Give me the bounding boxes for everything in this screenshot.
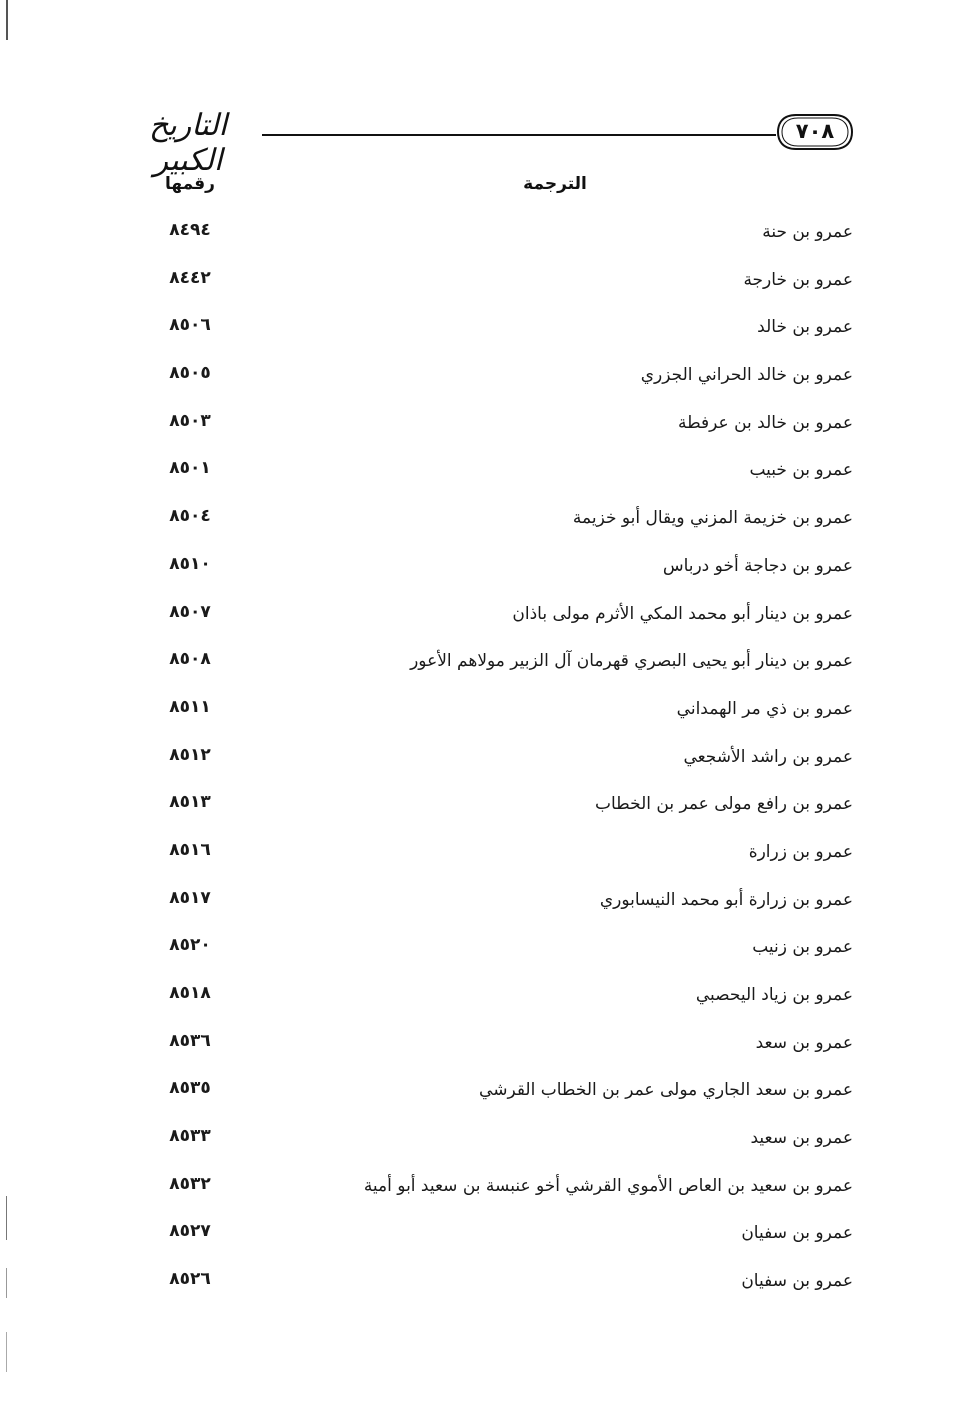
entry-name: عمرو بن سعد الجاري مولى عمر بن الخطاب القرشي (479, 1080, 853, 1101)
entry-name: عمرو بن ذي مر الهمداني (676, 698, 853, 719)
index-entry (0, 1257, 977, 1305)
entry-name: عمرو بن سفيان (741, 1271, 853, 1292)
index-entry (0, 1114, 977, 1162)
entry-name: عمرو بن سعيد (750, 1128, 853, 1149)
index-entry (0, 923, 977, 971)
entry-name: عمرو بن دجاجة أخو درباس (662, 555, 853, 576)
entry-name: عمرو بن سعيد بن العاص الأموي القرشي أخو عنبسة بن سعيد أبو أمية (363, 1175, 853, 1196)
page-number-ornament (776, 112, 854, 152)
index-entry (0, 399, 977, 447)
page-header (0, 98, 977, 178)
entry-name: عمرو بن خالد بن عرفطة (677, 412, 853, 433)
entry-number: ٨٤٤٢ (169, 267, 211, 288)
entry-number: ٨٥٠٥ (169, 363, 211, 384)
entry-name: عمرو بن راشد الأشجعي (683, 746, 853, 767)
index-entry (0, 590, 977, 638)
column-heading-name: الترجمة (523, 174, 587, 194)
entry-number: ٨٥٢٠ (169, 935, 211, 956)
index-entry (0, 876, 977, 924)
entry-name: عمرو بن خالد (757, 317, 853, 338)
entry-name: عمرو بن زرارة (748, 841, 853, 862)
entry-name: عمرو بن سفيان (741, 1223, 853, 1244)
entry-number: ٨٥٢٦ (169, 1269, 211, 1290)
index-entry (0, 494, 977, 542)
index-list (0, 208, 977, 1305)
index-entry (0, 828, 977, 876)
index-entry (0, 542, 977, 590)
entry-number: ٨٥١٦ (169, 839, 211, 860)
entry-number: ٨٥١٠ (169, 553, 211, 574)
entry-number: ٨٥١١ (169, 696, 211, 717)
entry-name: عمرو بن خزيمة المزني ويقال أبو خزيمة (572, 508, 853, 529)
entry-name: عمرو بن زياد اليحصبي (695, 985, 853, 1005)
entry-number: ٨٥٣٢ (169, 1173, 211, 1194)
page-number: ٧٠٨ (795, 119, 835, 143)
entry-name: عمرو بن رافع مولى عمر بن الخطاب (594, 794, 853, 815)
index-entry (0, 1209, 977, 1257)
entry-number: ٨٥١٧ (169, 887, 211, 908)
index-entry (0, 685, 977, 733)
index-entry (0, 1066, 977, 1114)
entry-name: عمرو بن خبيب (749, 460, 853, 481)
entry-name: عمرو بن خارجة (743, 269, 853, 290)
index-entry (0, 1019, 977, 1067)
entry-name: عمرو بن زرارة أبو محمد النيسابوري (599, 889, 853, 910)
header-rule (262, 134, 776, 136)
entry-number: ٨٥٣٥ (169, 1078, 211, 1099)
entry-number: ٨٥٠٤ (169, 506, 211, 527)
entry-number: ٨٥٣٣ (169, 1126, 211, 1147)
entry-number: ٨٥٢٧ (169, 1221, 211, 1242)
index-entry (0, 256, 977, 304)
entry-name: عمرو بن حنة (762, 222, 853, 242)
entry-number: ٨٥١٨ (169, 983, 211, 1003)
index-entry (0, 780, 977, 828)
entry-number: ٨٥٠٨ (169, 649, 211, 670)
column-heading-number: رقمها (165, 174, 215, 194)
entry-number: ٨٥٠١ (169, 458, 211, 479)
scan-edge-mark (6, 0, 8, 40)
entry-name: عمرو بن سعد (755, 1032, 853, 1053)
index-entry (0, 1162, 977, 1210)
entry-name: عمرو بن دينار أبو محمد المكي الأثرم مولى باذان (512, 603, 853, 624)
index-entry (0, 303, 977, 351)
entry-number: ٨٥٣٦ (169, 1030, 211, 1051)
index-entry (0, 637, 977, 685)
entry-name: عمرو بن دينار أبو يحيى البصري قهرمان آل الزبير مولاهم الأعور (410, 651, 853, 672)
index-entry (0, 971, 977, 1019)
entry-number: ٨٤٩٤ (169, 220, 211, 240)
entry-number: ٨٥٠٦ (169, 315, 211, 336)
entry-number: ٨٥١٣ (169, 792, 211, 813)
entry-name: عمرو بن زنيب (752, 937, 853, 958)
entry-number: ٨٥٠٧ (169, 601, 211, 622)
scan-edge-mark (6, 1332, 7, 1372)
running-title: التاريخ الكبير (149, 108, 227, 178)
index-entry (0, 351, 977, 399)
index-entry (0, 733, 977, 781)
entry-number: ٨٥٠٣ (169, 410, 211, 431)
index-entry (0, 446, 977, 494)
entry-number: ٨٥١٢ (169, 744, 211, 765)
entry-name: عمرو بن خالد الحراني الجزري (640, 365, 853, 386)
index-entry (0, 208, 977, 256)
